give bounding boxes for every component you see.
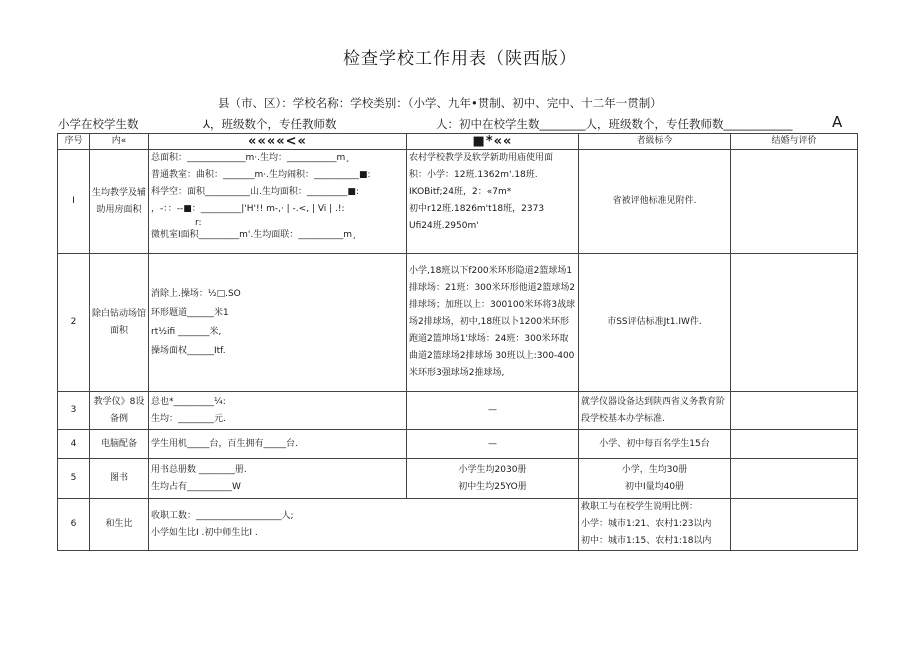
row-standard: 市SS评估标准Jt1.IW件. <box>579 254 731 392</box>
table-row <box>58 150 858 254</box>
row-status <box>149 392 407 430</box>
col-header-no: 序号 <box>58 134 90 150</box>
requirement-line: 小学,18班以下f200米环形隐道2篮球场1 <box>409 266 573 276</box>
requirement-line: 排球场；加班以上：300100米环将3战球 <box>409 300 576 310</box>
col-header-standard: 者級标今 <box>579 134 731 150</box>
status-line: 消除上.操场：½□.SO <box>151 288 241 299</box>
row-item: 电脑配备 <box>90 430 149 459</box>
row-no: 6 <box>58 499 90 551</box>
status-line: 微机室I面积_________m'.生均面联：__________m¸ <box>151 230 357 240</box>
row-result <box>731 150 858 254</box>
requirement-line: IKOBitf;24班，2：«7m* <box>409 187 512 197</box>
status-line: 用书总册数 ________册. <box>151 464 247 475</box>
requirement-line: 初中生均25YO册 <box>458 481 527 492</box>
requirement-line: 小学生均2030册 <box>458 464 527 475</box>
row-item: 除白钻动场馆面积 <box>90 254 149 392</box>
status-line: 生均占有__________W <box>151 481 241 492</box>
table-header-row <box>58 134 858 150</box>
inspection-table <box>57 133 858 551</box>
requirement-line: 曲道2篮球场2排球场 30班以上:300-400 <box>409 351 575 361</box>
school-info-line: 县（市、区）：学校名称：学校类别：（小学、九年•贯制、初中、完中、十二年一贯制） <box>218 96 662 110</box>
primary-classes-label: ⅄，班级数个，专任教师数 <box>203 117 337 131</box>
row-standard <box>579 499 731 551</box>
row-item: 教学仪》8设备例 <box>90 392 149 430</box>
status-line: 总面积：_____________m·.生均：___________m¸ <box>151 153 350 163</box>
status-line: 总也*_________¼: <box>151 396 226 407</box>
requirement-line: 初中r12班.1826m't18班，2373 <box>409 204 545 214</box>
row-status <box>149 254 407 392</box>
row-status <box>149 459 407 499</box>
row-result <box>731 392 858 430</box>
status-line: 学生用机_____台，百生拥有_____台. <box>151 438 298 449</box>
status-line: 科学空：面积__________山.生均面积：_________■: <box>151 187 359 197</box>
row-standard: 省被评他标准见附件. <box>579 150 731 254</box>
col-header-status: ««««<« <box>149 134 407 150</box>
row-status <box>149 150 407 254</box>
col-header-item: 内« <box>90 134 149 150</box>
row-item: 图书 <box>90 459 149 499</box>
row-result <box>731 459 858 499</box>
row-no: 5 <box>58 459 90 499</box>
status-line: 收职工数：___________________人; <box>151 510 294 521</box>
requirement-line: Ufi24班.2950m' <box>409 221 479 231</box>
table-row <box>58 499 858 551</box>
requirement-line: 排球场：21班：300米环形他道2篮球场2 <box>409 283 576 293</box>
row-requirement <box>407 150 579 254</box>
row-result <box>731 499 858 551</box>
row-status <box>149 499 579 551</box>
standard-line: 小学：城市1:21、农村1:23以内 <box>581 519 712 529</box>
standard-line: 初中I量均40册 <box>624 481 685 492</box>
col-header-result: 结婚与评价 <box>731 134 858 150</box>
col-header-requirement: ■*«« <box>407 134 579 150</box>
row-no: 3 <box>58 392 90 430</box>
school-stats-line <box>58 113 858 132</box>
row-requirement: — <box>407 392 579 430</box>
status-line: r: <box>195 218 202 228</box>
page-title: 检查学校工作用表（陕西版） <box>343 49 577 69</box>
row-result <box>731 254 858 392</box>
status-line: ，-：：--■：_________|'H'!! m-,· | -.<, | Vi | .!: <box>151 204 345 214</box>
requirement-line: 米环形3强球场2推球场, <box>409 368 505 378</box>
table-row <box>58 392 858 430</box>
primary-students-label: 小学在校学生数 <box>58 117 139 131</box>
line-end-mark: A <box>832 113 843 131</box>
middle-students-label: 人：初中在校学生数________人，班级数个，专任教师数____________ <box>436 117 793 131</box>
status-line: rt½ifi _______米, <box>151 326 222 337</box>
row-requirement: — <box>407 430 579 459</box>
requirement-line: 农村学校教学及软学新助用庙使用面 <box>409 153 554 163</box>
table-row <box>58 254 858 392</box>
requirement-line: 场2排球场，初中,18班以卜1200米环形 <box>409 317 569 327</box>
requirement-line: 积：小学：12班.1362m'.18班. <box>409 170 538 180</box>
standard-line: 救职工与在校学生说明比例： <box>581 502 699 512</box>
standard-line: 初中：城市1:15、农村1:18以内 <box>581 536 712 546</box>
row-item: 生均教学及辅助用房面积 <box>90 150 149 254</box>
row-standard <box>579 459 731 499</box>
status-line: 生均：________元. <box>151 413 226 424</box>
status-line: 操场面权______Itf. <box>151 345 226 356</box>
row-requirement <box>407 254 579 392</box>
row-no: 4 <box>58 430 90 459</box>
row-requirement <box>407 459 579 499</box>
status-line: 环形题道______米1 <box>151 307 229 318</box>
row-standard: 小学、初中每百名学生15台 <box>579 430 731 459</box>
row-no: 2 <box>58 254 90 392</box>
row-no: I <box>58 150 90 254</box>
status-line: 小学如生比I .初中师生比I . <box>151 527 258 538</box>
table-row <box>58 430 858 459</box>
table-row <box>58 459 858 499</box>
row-status <box>149 430 407 459</box>
requirement-line: 跑道2篮坤场1'球场：24班：300米环取 <box>409 334 569 344</box>
row-item: 和生比 <box>90 499 149 551</box>
row-standard: 就学仪器设备达到陕西省义务教育阶段学校基本办学标准. <box>579 392 731 430</box>
standard-line: 小学，生均30册 <box>621 464 688 475</box>
status-line: 普通教室：曲积：_______m·.生均闹积：__________■: <box>151 170 371 180</box>
row-result <box>731 430 858 459</box>
